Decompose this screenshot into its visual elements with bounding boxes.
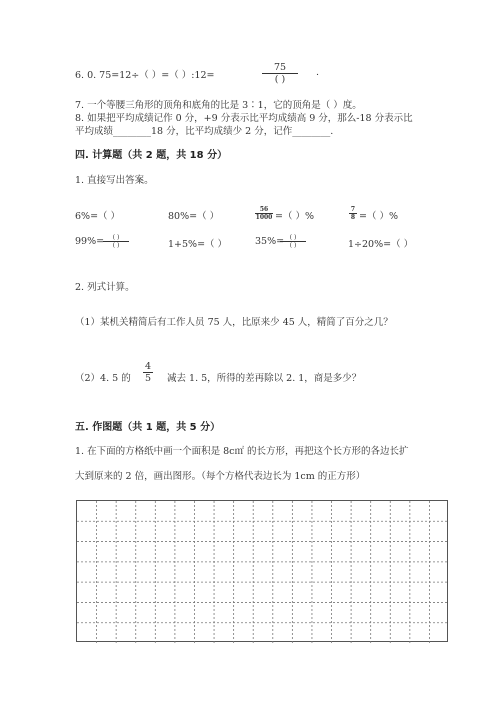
calc-r2-d: 1÷20%=（ ）: [348, 239, 414, 250]
section5-line2: 大到原来的 2 倍，画出图形。（每个方格代表边长为 1cm 的正方形）: [75, 471, 366, 482]
calc-r1-c-fraction: [255, 206, 273, 221]
section5-line1: 1. 在下面的方格纸中画一个面积是 8c㎡ 的长方形，再把这个长方形的各边长扩: [75, 446, 409, 457]
grid-paper: [76, 500, 448, 642]
calc-r2-a-num: ( ): [112, 234, 120, 241]
calc-r2-c: 35%=: [255, 236, 285, 247]
q6-frac-num: 75: [273, 62, 287, 73]
section4-q2-2-den: 5: [144, 373, 152, 384]
calc-r1-d-fraction: [349, 206, 357, 221]
q8-line1: 8. 如果把平均成绩记作 0 分，+9 分表示比平均成绩高 9 分，那么-18 分表示比: [75, 113, 413, 124]
calc-r2-c-den: ( ): [289, 242, 297, 249]
section4-q2-1: （1）某机关精简后有工作人员 75 人，比原来少 45 人，精简了百分之几？: [75, 317, 393, 328]
q6-end: .: [316, 67, 320, 78]
calc-r1-c-den: 1000: [255, 214, 273, 221]
calc-r2-a-fraction: [103, 234, 129, 249]
section4-q2-2-num: 4: [144, 361, 152, 372]
section4-q1: 1. 直接写出答案。: [75, 175, 154, 186]
section4-q2: 2. 列式计算。: [75, 282, 135, 293]
calc-r1-a: 6%=（ ）: [75, 211, 121, 222]
q7-text: 7. 一个等腰三角形的顶角和底角的比是 3∶1，它的顶角是（ ）度。: [75, 100, 362, 111]
calc-r1-d-den: 8: [350, 214, 356, 221]
calc-r2-a-den: ( ): [112, 242, 120, 249]
calc-r1-c-num: 56: [259, 206, 269, 213]
q6-frac-den: ( ): [274, 74, 286, 85]
calc-r2-c-fraction: [280, 234, 306, 249]
section4-q2-2-a: （2）4. 5 的: [75, 373, 131, 384]
calc-r1-d-tail: =（ ）%: [359, 211, 399, 222]
calc-r1-d-num: 7: [350, 206, 356, 213]
calc-r1-c-tail: =（ ）%: [275, 211, 315, 222]
section4-q2-2-b: 减去 1. 5，所得的差再除以 2. 1，商是多少？: [167, 373, 362, 384]
q6-fraction: [262, 62, 298, 85]
calc-r1-b: 80%=（ ）: [168, 211, 220, 222]
calc-r2-a: 99%=: [75, 236, 105, 247]
calc-r2-b: 1+5%=（ ）: [168, 239, 228, 250]
section4-title: 四. 计算题（共 2 题，共 18 分）: [75, 150, 228, 161]
calc-r2-c-num: ( ): [289, 234, 297, 241]
grid-lines: [77, 501, 449, 643]
section5-title: 五. 作图题（共 1 题，共 5 分）: [75, 422, 221, 433]
section4-q2-2-fraction: [143, 361, 153, 384]
q6-text: 6. 0. 75=12÷（ ）=（ ）:12=: [75, 70, 215, 81]
q8-line2: 平均成绩________18 分，比平均成绩少 2 分，记作________.: [75, 126, 334, 137]
